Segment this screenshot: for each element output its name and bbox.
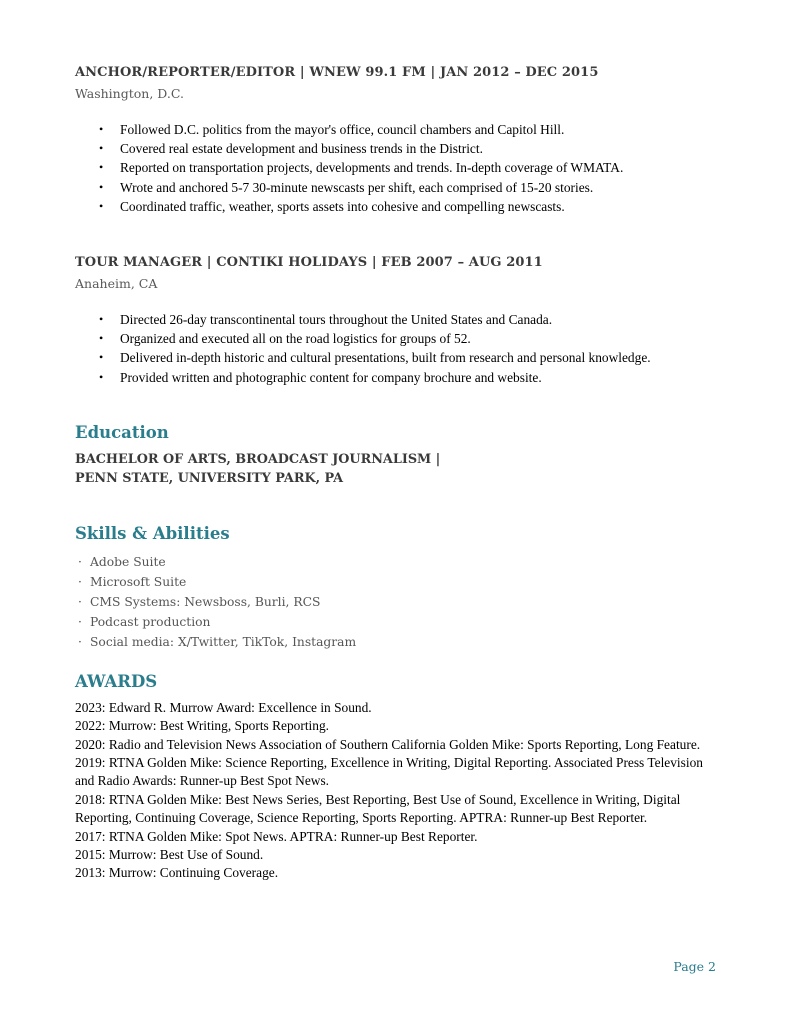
bullet-text: Directed 26-day transcontinental tours throughout the United States and Canada. — [120, 312, 553, 328]
bullet-text: Reported on transportation projects, developments and trends. In-depth coverage of WMATA. — [120, 160, 624, 176]
skill-text: Podcast production — [90, 614, 211, 629]
list-item — [75, 592, 716, 612]
award-item: 2018: RTNA Golden Mike: Best News Series, Best Reporting, Best Use of Sound, Excellence in Writing, Digital Reporting, Continuing Coverage, Science Reporting, Sports Reporting. APTRA: Runner-up Best Reporter. — [75, 791, 681, 826]
skill-text: Social media: X/Twitter, TikTok, Instagram — [90, 634, 357, 649]
awards-heading: AWARDS — [75, 671, 158, 691]
bullet-icon: • — [99, 122, 104, 136]
bullet-text: Wrote and anchored 5-7 30-minute newscasts per shift, each comprised of 15-20 stories. — [120, 179, 594, 195]
dot-bullet-icon: · — [78, 554, 82, 569]
bullet-text: Covered real estate development and business trends in the District. — [120, 141, 483, 157]
list-item — [75, 120, 716, 139]
list-item — [75, 158, 716, 177]
skills-section — [75, 524, 716, 652]
skills-list — [75, 552, 716, 652]
list-item — [75, 632, 716, 652]
award-item: 2013: Murrow: Continuing Coverage. — [75, 865, 279, 881]
list-item — [75, 612, 716, 632]
job-title: ANCHOR/REPORTER/EDITOR | WNEW 99.1 FM | JAN 2012 – DEC 2015 — [75, 65, 599, 80]
award-item: 2023: Edward R. Murrow Award: Excellence in Sound. — [75, 699, 372, 715]
job-title: TOUR MANAGER | CONTIKI HOLIDAYS | FEB 2007 – AUG 2011 — [75, 255, 543, 271]
bullet-text: Followed D.C. politics from the mayor's office, council chambers and Capitol Hill. — [120, 122, 565, 137]
bullet-icon: • — [99, 198, 104, 213]
dot-bullet-icon: · — [78, 594, 82, 609]
award-item: 2022: Murrow: Best Writing, Sports Reporting. — [75, 718, 330, 734]
bullet-text: Provided written and photographic content for company brochure and website. — [120, 369, 542, 385]
bullet-icon: • — [99, 179, 104, 194]
list-item — [75, 310, 716, 329]
awards-section — [75, 672, 716, 883]
dot-bullet-icon: · — [78, 634, 82, 649]
list-item — [75, 552, 716, 572]
list-item — [75, 197, 716, 216]
bullet-icon: • — [99, 141, 104, 156]
skills-heading: Skills & Abilities — [75, 523, 230, 543]
bullet-icon: • — [99, 331, 104, 346]
awards-list — [75, 699, 716, 883]
page-number: Page 2 — [673, 959, 716, 974]
bullet-text: Delivered in-depth historic and cultural presentations, built from research and personal knowledge. — [120, 350, 651, 366]
skill-text: CMS Systems: Newsboss, Burli, RCS — [90, 594, 321, 609]
experience-entry-contiki — [75, 254, 716, 387]
bullet-icon: • — [99, 160, 104, 175]
dot-bullet-icon: · — [78, 574, 82, 589]
experience-entry-wnew — [75, 64, 716, 216]
award-item: 2017: RTNA Golden Mike: Spot News. APTRA: Runner-up Best Reporter. — [75, 828, 478, 844]
job-location: Anaheim, CA — [75, 276, 158, 292]
list-item — [75, 178, 716, 197]
bullet-icon: • — [99, 350, 104, 365]
job-location: Washington, D.C. — [75, 86, 184, 101]
degree-line: PENN STATE, UNIVERSITY PARK, PA — [75, 470, 344, 486]
job-bullet-list — [75, 310, 716, 387]
award-item: 2020: Radio and Television News Association of Southern California Golden Mike: Sports Reporting, Long Feature. — [75, 736, 701, 752]
bullet-text: Organized and executed all on the road logistics for groups of 52. — [120, 331, 471, 347]
education-section — [75, 423, 716, 488]
education-heading: Education — [75, 422, 169, 442]
dot-bullet-icon: · — [78, 614, 82, 629]
list-item — [75, 329, 716, 348]
bullet-text: Coordinated traffic, weather, sports assets into cohesive and compelling newscasts. — [120, 198, 565, 214]
list-item — [75, 572, 716, 592]
list-item — [75, 348, 716, 367]
award-item: 2019: RTNA Golden Mike: Science Reporting, Excellence in Writing, Digital Reporting. Associated Press Television and Radio Awards: Runner-up Best Spot News. — [75, 755, 703, 789]
award-item: 2015: Murrow: Best Use of Sound. — [75, 847, 264, 863]
job-bullet-list — [75, 120, 716, 216]
list-item — [75, 368, 716, 387]
skill-text: Microsoft Suite — [90, 574, 187, 589]
degree-line: BACHELOR OF ARTS, BROADCAST JOURNALISM | — [75, 451, 441, 467]
bullet-icon: • — [99, 369, 104, 384]
degree-block — [75, 450, 716, 488]
skill-text: Adobe Suite — [90, 554, 166, 569]
bullet-icon: • — [99, 312, 104, 327]
list-item — [75, 139, 716, 158]
